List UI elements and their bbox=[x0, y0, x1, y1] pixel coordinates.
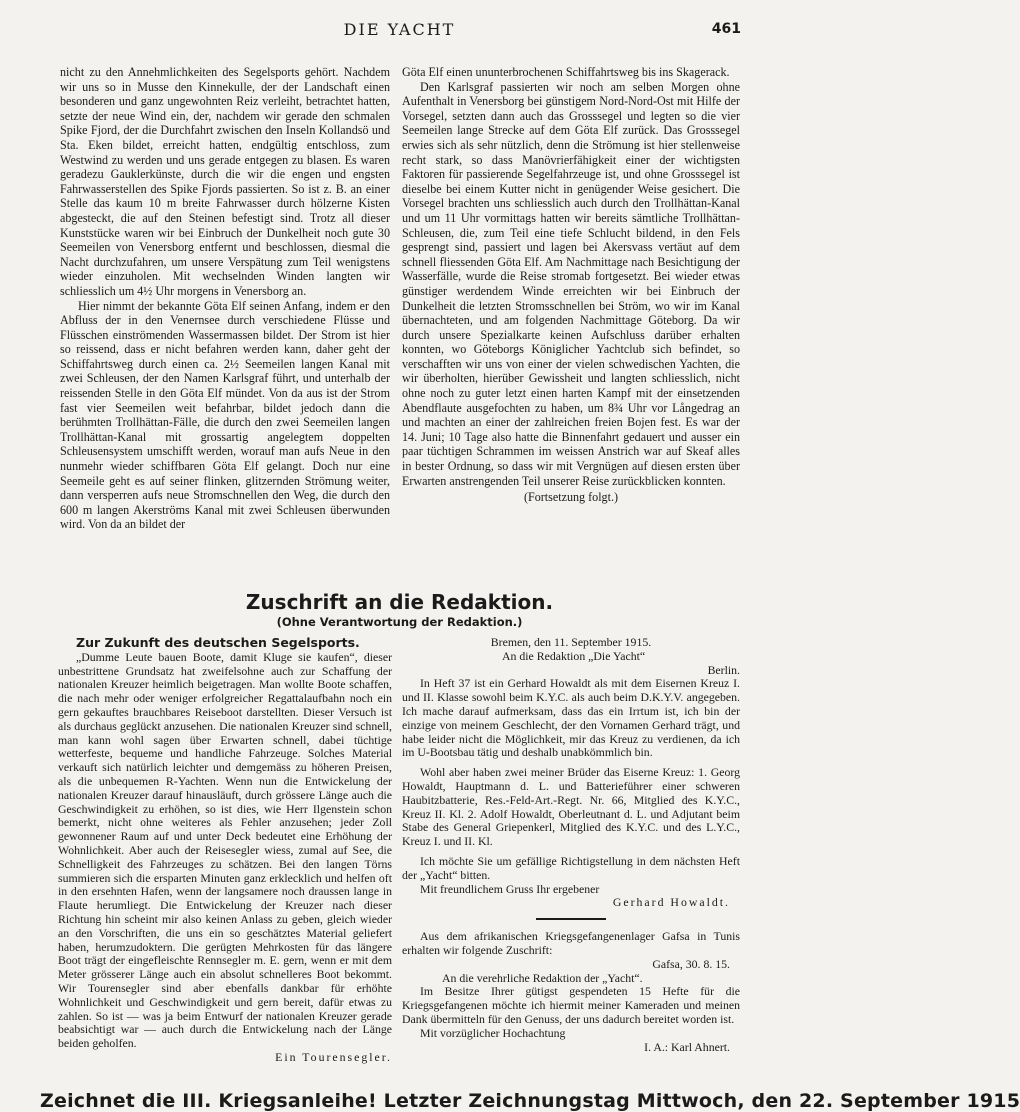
article-left-column bbox=[60, 65, 390, 532]
letter-paragraph: Ich möchte Sie um gefällige Richtigstellung in dem nächsten Heft der „Yacht“ bitten. bbox=[402, 853, 740, 882]
letter-heading: Zur Zukunft des deutschen Segelsports. bbox=[76, 635, 360, 650]
letter-paragraph: Wohl aber haben zwei meiner Brüder das Eiserne Kreuz: 1. Georg Howaldt, Hauptmann d. L. und Batterieführer einer schweren Haubitzbatterie, Res.-Feld-Art.-Regt. Nr. 66, Mitglied des K.Y.C., Kreuz II. Kl. 2. Adolf Howaldt, Oberleutnant d. L. und Adjutant beim Stabe des General Griepenkerl, Mitglied des K.Y.C. und des L.Y.C., Kreuz I. und II. Kl. bbox=[402, 765, 740, 849]
section-subtitle: (Ohne Verantwortung der Redaktion.) bbox=[276, 615, 523, 629]
letter-body: „Dumme Leute bauen Boote, damit Kluge sie kaufen“, dieser unbestrittene Grundsatz hat zweifelsohne auch zur Schaffung der nationalen Kreuzer heimlich beigetragen. Man wollte Boote schaffen, die nach mehr oder weniger erfolgreicher Regattalaufbahn noch ein gern gekauftes brauchbares Reiseboot darstellten. Dieser Versuch ist als durchaus geglückt anzusehen. Die nationalen Kreuzer sind schnell, man kann wohl sagen über Erwarten schnell, dabei tüchtige wetterfeste, bequeme und handliche Fahrzeuge. Solches Material verkauft sich natürlich leichter und demgemäss zu höheren Preisen, als die unbequemen R-Yachten. Wenn nun die Entwickelung der nationalen Kreuzer darauf hinausläuft, durch grössere Länge auch die Geschwindigkeit zu erhöhen, so ist dies, wie Herr Ilgenstein schon bemerkt, nicht ohne weiteres als Fehler anzusehen; jeder Zoll gewonnener Raum auf und unter Deck bedeutet eine Erhöhung der Wohnlichkeit. Aber auch der Reisesegler wiess, zumal auf See, die Schnelligkeit des Fahrzeuges zu schätzen. Bei den langen Törns summieren sich die ersparten Minuten ganz erklecklich und helfen oft in den ersehnten Hafen, wenn der langsamere noch draussen lange in Flaute herumliegt. Die Entwickelung der Kreuzer nach dieser Richtung hin scheint mir also keinen Anlass zu geben, gleich wieder an den Vorschriften, die uns ein so geschätztes Material geliefert haben, herumzudoktern. Die gerügten Mehrkosten für das längere Boot trägt der eingefleischte Rennsegler m. E. gern, wenn er mit dem Meter grösserer Länge auch ein absolut schnelleres Boot bekommt. Wir Tourensegler sind aber ebenfalls dankbar für erhöhte Wohnlichkeit und Geschwindigkeit und gern bereit, dafür etwas zu zahlen. So ist — was ja beim Entwurf der nationalen Kreuzer gerade beabsichtigt war — auch durch die Entwickelung nach der Länge beiden geholfen. bbox=[58, 649, 392, 1051]
article-paragraph: Göta Elf einen ununterbrochenen Schiffahrtsweg bis ins Skagerack. bbox=[402, 65, 730, 79]
letter-signature: Gerhard Howaldt. bbox=[612, 895, 730, 910]
letter-addressee: An die Redaktion „Die Yacht“ bbox=[502, 648, 646, 663]
letter-place-date: Gafsa, 30. 8. 15. bbox=[652, 956, 730, 971]
continued-note: (Fortsetzung folgt.) bbox=[523, 490, 619, 505]
letter-closing: Mit freundlichem Gruss Ihr ergebener bbox=[420, 881, 600, 896]
article-paragraph: nicht zu den Annehmlichkeiten des Segelsports gehört. Nachdem wir uns so in Musse den Kinnekulle, der der Landschaft einen besonderen und ganz ungewohnten Reiz verleiht, betrachtet hatten, setzte der neue Wind ein, der, nachdem wir gerade den schmalen Spike Fjord, der die Durchfahrt zwischen den Inseln Kollandsö und Sta. Eken bildet, erreicht hatten, endgültig entschloss, zum Westwind zu werden und uns gerade entgegen zu blasen. Es waren geradezu Gauklerkünste, durch die wir die engen und engsten Fahrwasserstellen des Spike Fjords passierten. So ist z. B. an einer Stelle das kaum 10 m breite Fahrwasser durch hölzerne Kisten abgesteckt, die auf den Steinen befestigt sind. Trotz all dieser Kunststücke waren wir bei Einbruch der Dunkelheit noch gute 30 Seemeilen von Venersborg entfernt und beschlossen, diesmal die Nacht durchzufahren, um unsere Verspätung zum Teil wenigstens wieder einzuholen. Mit wechselnden Winden langten wir schliesslich um 4½ Uhr morgens in Venersborg an. bbox=[60, 65, 390, 298]
letter-city: Berlin. bbox=[707, 662, 740, 677]
letter-right-column bbox=[402, 636, 740, 1054]
letter-body: Im Besitze Ihrer gütigst gespendeten 15 Hefte für die Kriegsgefangenen möchte ich hiermit meiner Kameraden und meinen Dank übermitteln für den Genuss, der uns dadurch bereitet worden ist. bbox=[402, 984, 740, 1026]
letter-closing: Mit vorzüglicher Hochachtung bbox=[420, 1025, 566, 1040]
letter-signature: I. A.: Karl Ahnert. bbox=[644, 1039, 730, 1054]
letter-place-date: Bremen, den 11. September 1915. bbox=[490, 635, 652, 649]
letter-left-column bbox=[58, 636, 392, 1065]
footer-banner: Zeichnet die III. Kriegsanleihe! Letzter Zeichnungstag Mittwoch, den 22. September 1915 bbox=[40, 1090, 1020, 1112]
letter-addressee: An die verehrliche Redaktion der „Yacht“. bbox=[442, 970, 643, 985]
letter-intro: Aus dem afrikanischen Kriegsgefangenenlager Gafsa in Tunis erhalten wir folgende Zuschrift: bbox=[402, 929, 740, 957]
letter-paragraph: In Heft 37 ist ein Gerhard Howaldt als mit dem Eisernen Kreuz I. und II. Klasse sowohl beim K.Y.C. als auch beim D.K.Y.V. angegeben. Ich mache darauf aufmerksam, dass das ein Irrtum ist, ich bin der einzige von meinem Geschlecht, der den Vornamen Gerhard trägt, und habe leider nicht die Möglichkeit, mir das Kreuz zu verdienen, da ich im U-Bootsbau tätig und deshalb unabkömmlich bin. bbox=[402, 676, 740, 760]
article-paragraph: Den Karlsgraf passierten wir noch am selben Morgen ohne Aufenthalt in Venersborg bei günstigem Nord-Nord-Ost mit Hilfe der Vorsegel, setzten dann auch das Grosssegel und legten so die vier Seemeilen lange Strecke auf dem Göta Elf zurück. Das Grosssegel erwies sich als sehr nützlich, denn die Strömung ist hier stellenweise recht stark, so dass Manövrierfähigkeit einer der wichtigsten Faktoren für passierende Segelfahrzeuge ist, und ohne Grosssegel ist dieselbe bei einem Kutter nicht in genügender Weise gesichert. Die Vorsegel brachten uns schliesslich auch durch den Trollhättan-Kanal und um 11 Uhr vormittags hatten wir bereits sämtliche Trollhättan-Schleusen, die, zum Teil eine tiefe Schlucht bildend, in den Fels gesprengt sind, passiert und lagen bei Akersvass vertäut auf dem schnell fliessenden Göta Elf. Am Nachmittage nach Besichtigung der Wasserfälle, wurde die Reise stromab fortgesetzt. Bei wieder etwas günstiger werdendem Winde erreichten wir bei Einbruch der Dunkelheit die letzten Stromsschnellen bei Ström, wo wir im Kanal übernachteten, und am folgenden Nachmittage Göteborg. Da wir durch unsere Spezialkarte keinen Aufschluss darüber erhalten konnten, wo Göteborgs Königlicher Yachtclub sich befindet, so verschafften wir uns von einer der vielen schwedischen Yachten, die wir überholten, hierüber Gewissheit und langten schliesslich, nicht ohne noch zu guter letzt einen harten Kampf mit der einsetzenden Abendflaute ausgefochten zu haben, um 8¾ Uhr vor Långedrag an und machten an einer der zahlreichen freien Bojen fest. Es war der 14. Juni; 10 Tage also hatte die Binnenfahrt gedauert und ausser ein paar tüchtigen Schrammen im weissen Anstrich war auf Skeaf alles in bester Ordnung, so dass wir mit Vergnügen auf diesen ersten über Erwarten anstrengenden Teil unserer Reise zurückblicken konnten. bbox=[402, 79, 740, 488]
page-number: 461 bbox=[711, 21, 741, 37]
magazine-title: DIE YACHT bbox=[343, 20, 456, 39]
section-title: Zuschrift an die Redaktion. bbox=[245, 590, 554, 614]
article-right-column bbox=[402, 65, 740, 505]
page-header bbox=[0, 20, 799, 44]
section-divider bbox=[536, 918, 606, 920]
article-paragraph: Hier nimmt der bekannte Göta Elf seinen Anfang, indem er den Abfluss der in den Venernsee durch verschiedene Flüsse und Flüsschen einströmenden Wassermassen bildet. Der Strom ist hier so reissend, dass er nicht befahren werden kann, daher geht der Schiffahrtsweg durch einen ca. 2½ Seemeilen langen Kanal mit zwei Schleusen, der den Namen Karlsgraf führt, und unterhalb der reissenden Stelle in den Göta Elf mündet. Von da aus ist der Strom fast vier Seemeilen weit befahrbar, bildet jedoch dann die berühmten Trollhättan-Fälle, die durch den zwei Seemeilen langen Trollhättan-Kanal mit grossartig angelegtem doppelten Schleusensystem umschifft werden, worauf man aufs Neue in den nunmehr wieder schiffbaren Göta Elf gelangt. Doch nur eine Seemeile geht es auf seiner flinken, glitzernden Strömung weiter, dann versperren aufs neue Stromschnellen den Weg, die durch den 600 m langen Akerströms Kanal mit zwei Schleusen überwunden wird. Von da an bildet der bbox=[60, 298, 390, 532]
letter-signature: Ein Tourensegler. bbox=[275, 1049, 392, 1064]
